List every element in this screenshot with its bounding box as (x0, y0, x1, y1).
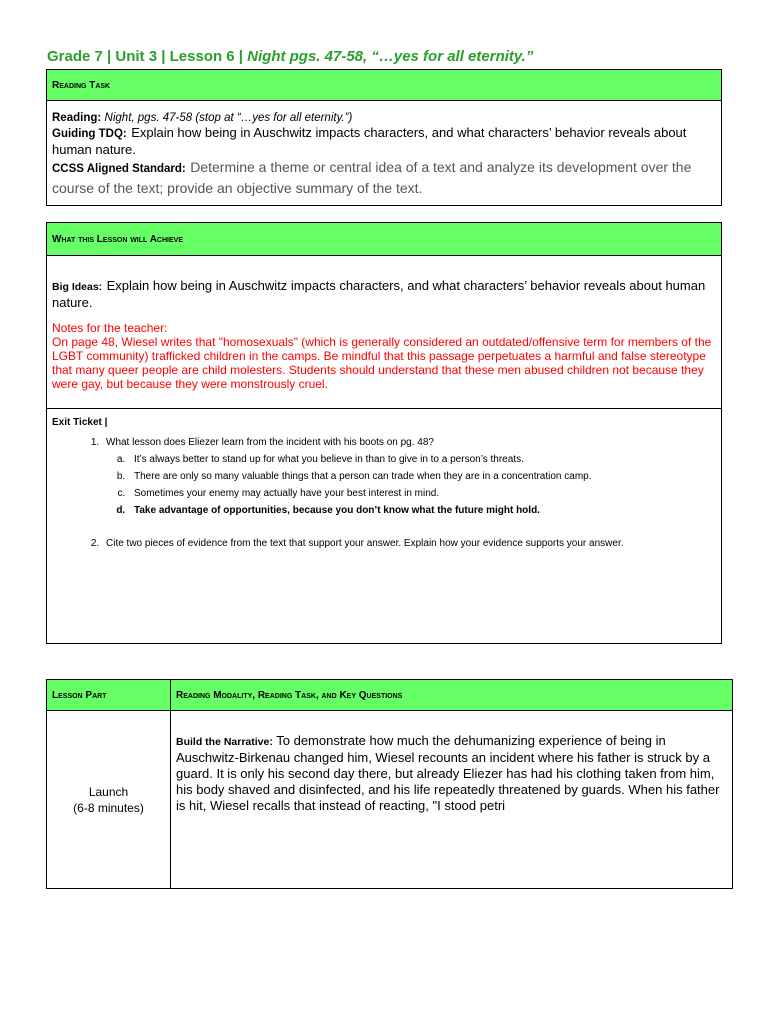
reading-task-header: Reading Task (47, 70, 721, 101)
exit-ticket-section (47, 409, 721, 558)
option-d: d. Take advantage of opportunities, because you don’t know what the future might hold. (128, 502, 716, 519)
title-prefix: Grade 7 | Unit 3 | Lesson 6 | (47, 48, 243, 65)
option-b: b. There are only so many valuable things that a person can trade when they are in a concentration camp. (128, 468, 716, 485)
lesson-part-time: (6-8 minutes) (73, 800, 144, 815)
tdq-value: Explain how being in Auschwitz impacts characters, and what characters’ behavior reveals about human nature. (52, 125, 687, 157)
page-title (47, 48, 533, 65)
achieve-header: What this Lesson will Achieve (47, 223, 721, 256)
narrative-cell (171, 711, 733, 889)
big-ideas-label: Big Ideas: (52, 281, 103, 293)
reading-task-box (46, 69, 722, 206)
question-2: 2. Cite two pieces of evidence from the text that support your answer. Explain how your evidence supports your answer. (102, 535, 716, 552)
achieve-box (46, 222, 722, 644)
achieve-body (47, 256, 721, 409)
option-c: c. Sometimes your enemy may actually have your best interest in mind. (128, 485, 716, 502)
question-1: What lesson does Eliezer learn from the incident with his boots on pg. 48? (106, 437, 434, 448)
option-a: a. It’s always better to stand up for what you believe in than to give in to a person’s threats. (128, 451, 716, 468)
narrative-label: Build the Narrative: (176, 736, 273, 748)
reading-task-body (47, 101, 721, 204)
tdq-label: Guiding TDQ: (52, 128, 127, 140)
lesson-part-cell (47, 711, 171, 889)
question-item (102, 434, 716, 519)
col-reading-modality: Reading Modality, Reading Task, and Key Questions (171, 680, 733, 711)
answer-options (106, 451, 716, 519)
reading-value: Night, pgs. 47-58 (stop at “…yes for all eternity.”) (104, 112, 353, 124)
reading-label: Reading: (52, 112, 102, 124)
standard-value: Determine a theme or central idea of a text and analyze its development over the course of the text; provide an objective summary of the text. (52, 159, 692, 196)
col-lesson-part: Lesson Part (47, 680, 171, 711)
big-ideas-value: Explain how being in Auschwitz impacts characters, and what characters’ behavior reveals about human nature. (52, 278, 706, 310)
teacher-notes-body: On page 48, Wiesel writes that "homosexuals" (which is generally considered an outdated/offensive term for members of the LGBT community) trafficked children in the camps. Be mindful that this passage perpetuates a harmful and false stereotype that many queer people are child molesters. Students should understand that these men abused children not because they were gay, but because they were monstrously cruel. (52, 335, 712, 391)
lesson-table (46, 679, 733, 889)
narrative-text: To demonstrate how much the dehumanizing experience of being in Auschwitz-Birkenau changed him, Wiesel recounts an incident where his father is struck by a guard. It is only his second day there, but already Eliezer has had his clothing taken from him, his body shaved and disinfected, and his life repeatedly threatened by guards. When his father is hit, Wiesel recalls that instead of reacting, "I stood petri (176, 733, 720, 813)
title-lesson-name: Night pgs. 47-58, “…yes for all eternity.” (247, 48, 534, 65)
lesson-part-name: Launch (88, 784, 129, 799)
exit-ticket-questions (52, 434, 716, 552)
standard-label: CCSS Aligned Standard: (52, 163, 186, 175)
teacher-notes-title: Notes for the teacher: (52, 321, 168, 335)
exit-ticket-label: Exit Ticket | (52, 417, 108, 428)
